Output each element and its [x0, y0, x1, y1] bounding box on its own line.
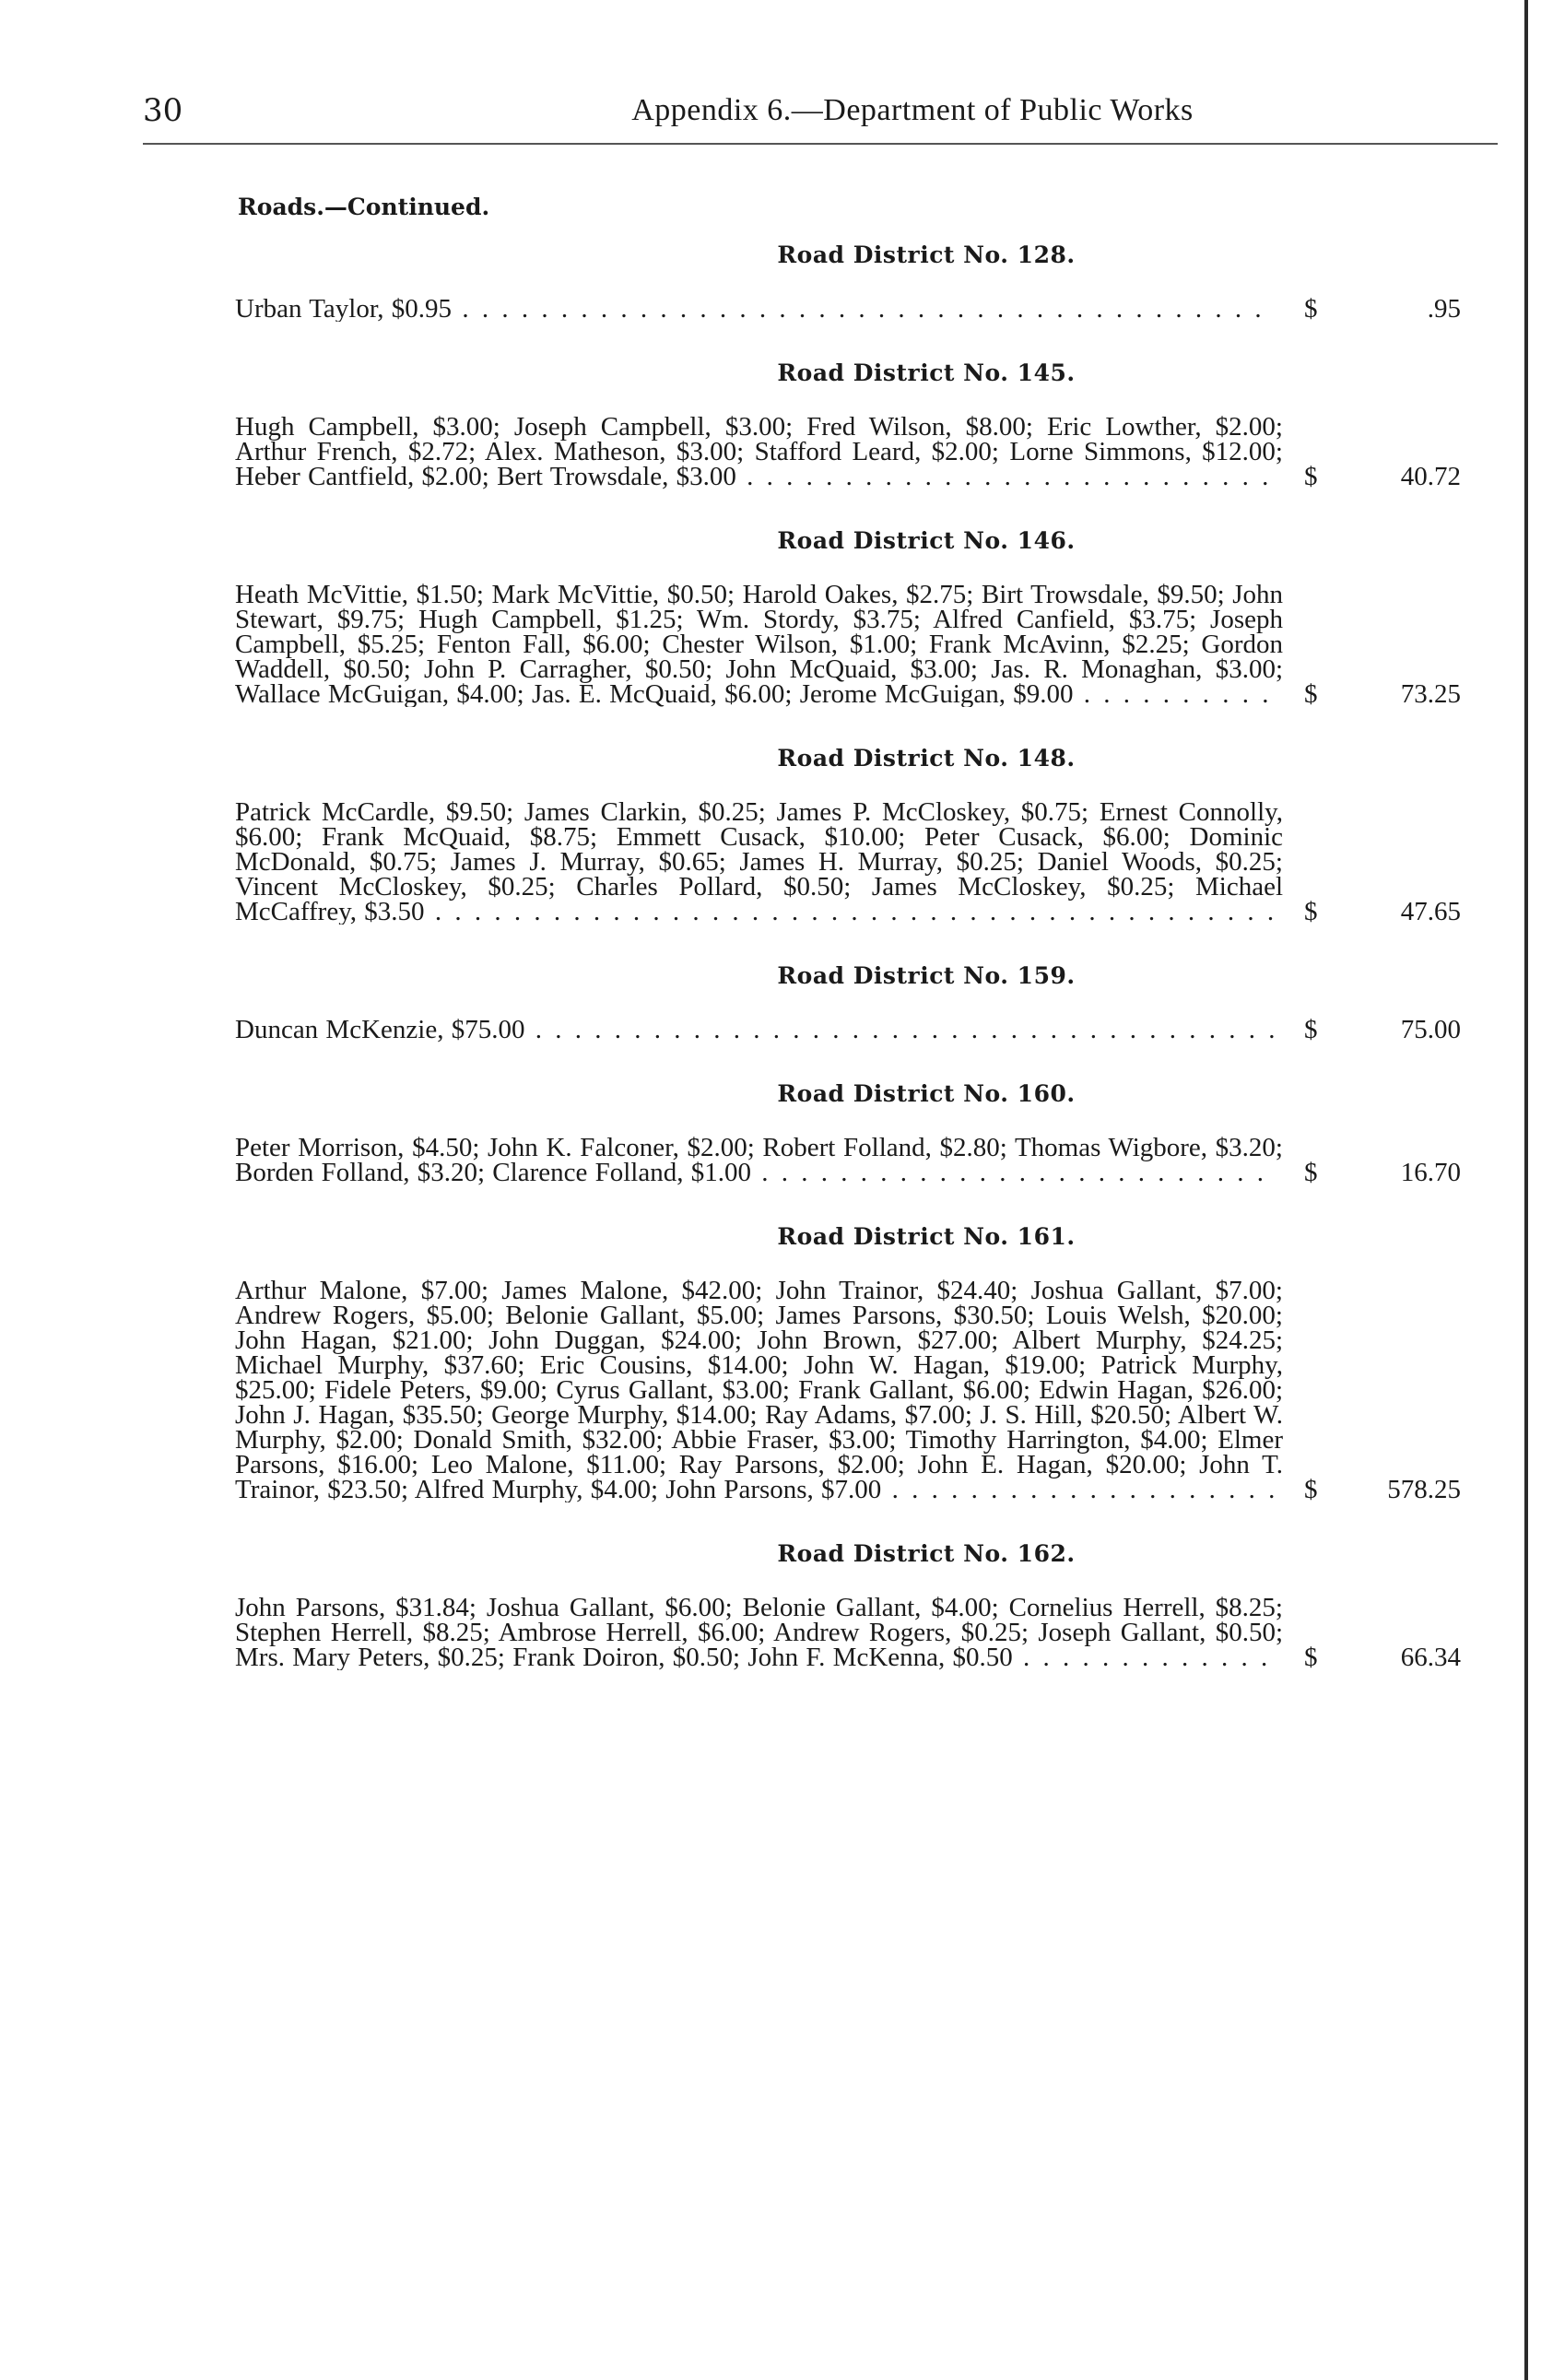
- district-total: 47.65: [1400, 897, 1461, 926]
- district-heading: Road District No. 145.: [777, 359, 1076, 386]
- district-heading: Road District No. 159.: [777, 962, 1076, 989]
- district-entry: [235, 297, 1283, 322]
- entry-text: Duncan McKenzie, $75.00: [235, 1018, 525, 1043]
- district-entry-row: [235, 1278, 1461, 1528]
- districts-list: [235, 230, 1461, 1696]
- district-entry: [235, 1136, 1283, 1185]
- district-entry-row: [235, 415, 1461, 515]
- district-heading: Road District No. 128.: [777, 242, 1076, 268]
- district-total: 73.25: [1400, 679, 1461, 709]
- entry-text: Patrick McCardle, $9.50; James Clarkin, $0.25; James P. McCloskey, $0.75; Ernest Connolly, $6.00; Frank McQuaid, $8.75; Emmett Cusack, $10.00; Peter Cusack, $6.00; Dominic McDonald, $0.75; James J. Murray, $0.65; James H. Murray, $0.25; Daniel Woods, $0.25; Vincent McCloskey, $0.25; Charles Pollard, $0.50; James McCloskey, $0.25; Michael McCaffrey, $3.50: [235, 800, 1283, 925]
- dot-leader: . . . . . . . . . .: [1073, 679, 1272, 707]
- district-total: 66.34: [1400, 1643, 1461, 1672]
- dot-leader: . . . . . . . . . . . . . . . . . . . . . . . . . . . . . . . . . . . . . . . . . . .: [424, 897, 1277, 925]
- page-number: 30: [143, 92, 183, 129]
- district-heading: Road District No. 162.: [777, 1540, 1076, 1567]
- district-total: 40.72: [1400, 462, 1461, 491]
- district-heading: Road District No. 161.: [777, 1223, 1076, 1250]
- district-block: [235, 230, 1461, 348]
- page-edge-shadow: [1524, 0, 1528, 2380]
- entry-text: Hugh Campbell, $3.00; Joseph Campbell, $3.00; Fred Wilson, $8.00; Eric Lowther, $2.00; Arthur French, $2.72; Alex. Matheson, $3.00; Stafford Leard, $2.00; Lorne Simmons, $12.00; Heber Cantfield, $2.00; Bert Trowsdale, $3.00: [235, 415, 1283, 489]
- dollar-sign: $: [1304, 1643, 1318, 1672]
- district-block: [235, 733, 1461, 950]
- district-entry: [235, 800, 1283, 925]
- district-entry: [235, 583, 1283, 707]
- district-heading: Road District No. 160.: [777, 1080, 1076, 1107]
- dollar-sign: $: [1304, 1015, 1318, 1044]
- dot-leader: . . . . . . . . . . . . . . . . . . . .: [881, 1475, 1278, 1502]
- district-block: [235, 950, 1461, 1068]
- dollar-sign: $: [1304, 1158, 1318, 1187]
- dot-leader: . . . . . . . . . . . . .: [1012, 1643, 1271, 1670]
- district-entry-row: [235, 583, 1461, 733]
- dollar-sign: $: [1304, 294, 1318, 324]
- district-entry-row: [235, 1136, 1461, 1211]
- district-heading: Road District No. 146.: [777, 527, 1076, 554]
- district-block: [235, 348, 1461, 515]
- dollar-sign: $: [1304, 897, 1318, 926]
- district-entry-row: [235, 1596, 1461, 1696]
- district-total: 16.70: [1400, 1158, 1461, 1187]
- district-entry-row: [235, 294, 1461, 348]
- district-entry-row: [235, 1015, 1461, 1068]
- district-heading: Road District No. 148.: [777, 745, 1076, 772]
- district-block: [235, 1528, 1461, 1696]
- district-entry: [235, 1278, 1283, 1502]
- district-block: [235, 1068, 1461, 1211]
- dollar-sign: $: [1304, 462, 1318, 491]
- running-head: Appendix 6.—Department of Public Works: [631, 93, 1194, 127]
- entry-text: Peter Morrison, $4.50; John K. Falconer, $2.00; Robert Folland, $2.80; Thomas Wigbore, $3.20; Borden Folland, $3.20; Clarence Folland, $1.00: [235, 1136, 1283, 1185]
- entry-text: Urban Taylor, $0.95: [235, 297, 453, 322]
- district-entry: [235, 1596, 1283, 1670]
- district-entry-row: [235, 800, 1461, 950]
- section-title: Roads.—Continued.: [238, 194, 490, 220]
- dollar-sign: $: [1304, 1475, 1318, 1504]
- district-block: [235, 1211, 1461, 1528]
- entry-text: John Parsons, $31.84; Joshua Gallant, $6.00; Belonie Gallant, $4.00; Cornelius Herrell, $8.25; Stephen Herrell, $8.25; Ambrose Herrell, $6.00; Andrew Rogers, $0.25; Joseph Gallant, $0.50; Mrs. Mary Peters, $0.25; Frank Doiron, $0.50; John F. McKenna, $0.50: [235, 1596, 1283, 1670]
- district-block: [235, 515, 1461, 733]
- dot-leader: . . . . . . . . . . . . . . . . . . . . . . . . . .: [750, 1158, 1266, 1185]
- district-total: 578.25: [1387, 1475, 1461, 1504]
- district-entry: [235, 1018, 1283, 1043]
- entry-text: Arthur Malone, $7.00; James Malone, $42.00; John Trainor, $24.40; Joshua Gallant, $7.00; Andrew Rogers, $5.00; Belonie Gallant, $5.00; James Parsons, $30.50; Louis Welsh, $20.00; John Hagan, $21.00; John Duggan, $24.00; John Brown, $27.00; Albert Murphy, $24.25; Michael Murphy, $37.60; Eric Cousins, $14.00; John W. Hagan, $19.00; Patrick Murphy, $25.00; Fidele Peters, $9.00; Cyrus Gallant, $3.00; Frank Gallant, $6.00; Edwin Hagan, $26.00; John J. Hagan, $35.50; George Murphy, $14.00; Ray Adams, $7.00; J. S. Hill, $20.50; Albert W. Murphy, $2.00; Donald Smith, $32.00; Abbie Fraser, $3.00; Timothy Harrington, $4.00; Elmer Parsons, $16.00; Leo Malone, $11.00; Ray Parsons, $2.00; John E. Hagan, $20.00; John T. Trainor, $23.50; Alfred Murphy, $4.00; John Parsons, $7.00: [235, 1278, 1283, 1502]
- dot-leader: . . . . . . . . . . . . . . . . . . . . . . . . . . . . . . . . . . . . . . . . .: [452, 297, 1265, 322]
- district-entry: [235, 415, 1283, 489]
- district-total: .95: [1427, 294, 1461, 324]
- dollar-sign: $: [1304, 679, 1318, 709]
- entry-text: Heath McVittie, $1.50; Mark McVittie, $0.50; Harold Oakes, $2.75; Birt Trowsdale, $9.50; John Stewart, $9.75; Hugh Campbell, $1.25; Wm. Stordy, $3.75; Alfred Canfield, $3.75; Joseph Campbell, $5.25; Fenton Fall, $6.00; Chester Wilson, $1.00; Frank McAvinn, $2.25; Gordon Waddell, $0.50; John P. Carragher, $0.50; John McQuaid, $3.00; Jas. R. Monaghan, $3.00; Wallace McGuigan, $4.00; Jas. E. McQuaid, $6.00; Jerome McGuigan, $9.00: [235, 583, 1283, 707]
- page-header: [143, 92, 1498, 134]
- district-total: 75.00: [1400, 1015, 1461, 1044]
- dot-leader: . . . . . . . . . . . . . . . . . . . . . . . . . . .: [735, 462, 1272, 489]
- dot-leader: . . . . . . . . . . . . . . . . . . . . . . . . . . . . . . . . . . . . . .: [524, 1018, 1278, 1043]
- header-rule: [143, 143, 1498, 145]
